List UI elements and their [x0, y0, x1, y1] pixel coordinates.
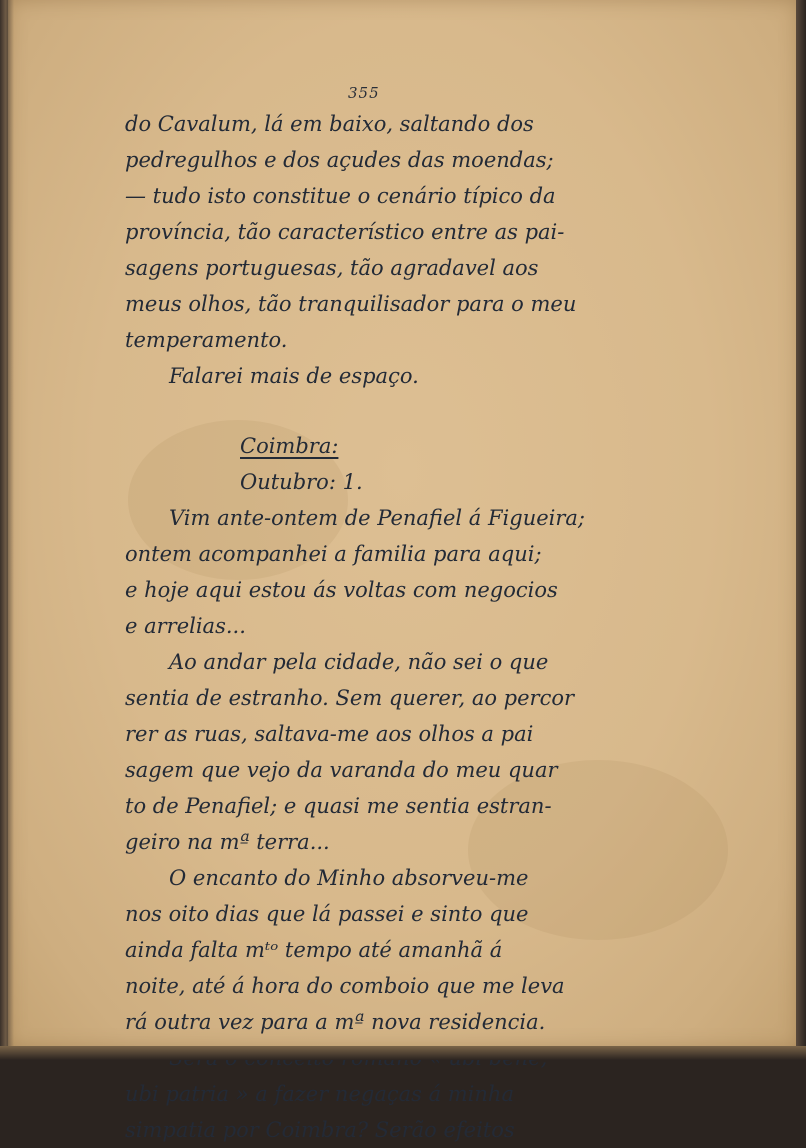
text-line: simpatia por Coimbra? Serão efeitos — [125, 1118, 515, 1142]
text-line: to de Penafiel; e quasi me sentia estran- — [125, 794, 552, 818]
page-number: 355 — [348, 84, 380, 102]
text-line: sentia de estranho. Sem querer, ao percor — [125, 686, 575, 710]
page-edge-bottom — [0, 1046, 806, 1060]
text-line: e arrelias... — [125, 614, 246, 638]
page-edge-right — [796, 0, 806, 1060]
text-line: rer as ruas, saltava-me aos olhos a pai — [125, 722, 534, 746]
text-line: meus olhos, tão tranquilisador para o meu — [125, 292, 577, 316]
entry-date-heading: Outubro: 1. — [240, 470, 363, 494]
text-line: noite, até á hora do comboio que me leva — [125, 974, 565, 998]
text-line: geiro na mª terra... — [125, 830, 330, 854]
manuscript-page — [8, 0, 799, 1142]
text-line: pedregulhos e dos açudes das moendas; — [125, 148, 554, 172]
text-line: província, tão característico entre as pai- — [125, 220, 565, 244]
handwritten-text — [125, 106, 625, 1148]
text-line: — tudo isto constitue o cenário típico da — [125, 184, 556, 208]
text-line: temperamento. — [125, 328, 288, 352]
text-line: do Cavalum, lá em baixo, saltando dos — [125, 112, 534, 136]
text-line: Falarei mais de espaço. — [169, 364, 419, 388]
text-line: Ao andar pela cidade, não sei o que — [169, 650, 549, 674]
text-line: nos oito dias que lá passei e sinto que — [125, 902, 529, 926]
text-line: sagens portuguesas, tão agradavel aos — [125, 256, 539, 280]
text-line: ubi patria » a fazer negaças á minha — [125, 1082, 514, 1106]
text-line: ainda falta mᵗᵒ tempo até amanhã á — [125, 938, 503, 962]
text-line: rá outra vez para a mª nova residencia. — [125, 1010, 546, 1034]
binding-shadow — [0, 0, 14, 1048]
text-line: O encanto do Minho absorveu-me — [169, 866, 529, 890]
text-line: ontem acompanhei a familia para aqui; — [125, 542, 542, 566]
text-line: Vim ante-ontem de Penafiel á Figueira; — [169, 506, 585, 530]
text-line: e hoje aqui estou ás voltas com negocios — [125, 578, 558, 602]
entry-place-heading: Coimbra: — [240, 434, 339, 458]
text-line: sagem que vejo da varanda do meu quar — [125, 758, 558, 782]
